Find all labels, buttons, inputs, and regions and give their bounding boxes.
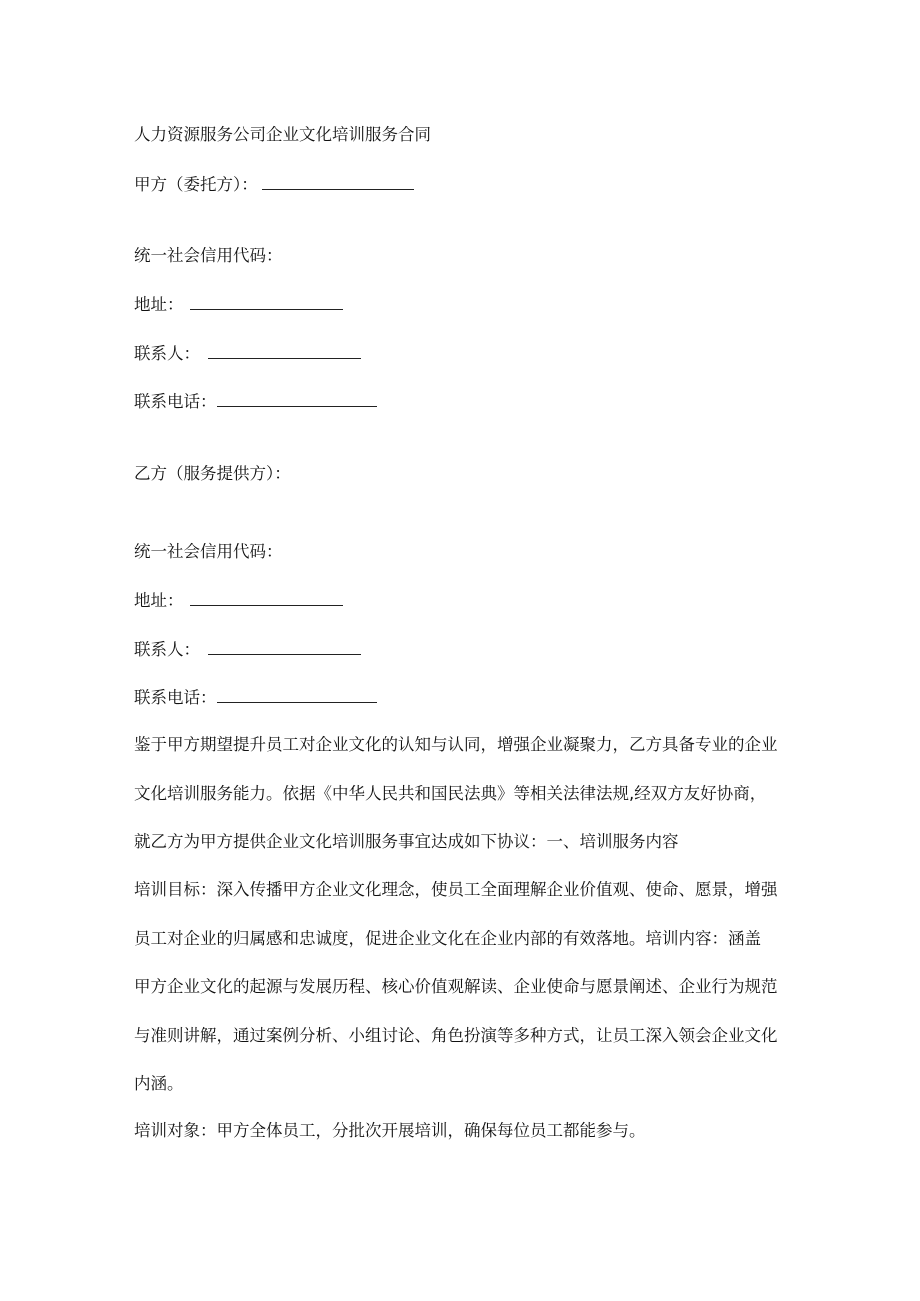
preamble-line: 就乙方为甲方提供企业文化培训服务事宜达成如下协议：一、培训服务内容 xyxy=(134,832,679,851)
party-a-phone-label: 联系电话： xyxy=(134,392,217,411)
party-b-contact-label: 联系人： xyxy=(134,640,200,659)
party-b-address-row xyxy=(134,589,343,612)
preamble-line: 鉴于甲方期望提升员工对企业文化的认知与认同，增强企业凝聚力，乙方具备专业的企业 xyxy=(134,735,778,754)
party-b-phone-blank[interactable] xyxy=(217,686,377,703)
party-b-address-blank[interactable] xyxy=(190,589,343,606)
party-b-phone-row xyxy=(134,686,377,709)
preamble-paragraph xyxy=(134,721,796,867)
training-line: 甲方企业文化的起源与发展历程、核心价值观解读、企业使命与愿景阐述、企业行为规范 xyxy=(134,977,778,996)
party-b-contact-row xyxy=(134,638,361,661)
party-a-address-row xyxy=(134,293,343,316)
training-line: 与准则讲解，通过案例分析、小组讨论、角色扮演等多种方式，让员工深入领会企业文化 xyxy=(134,1025,778,1045)
party-b-address-label: 地址： xyxy=(134,591,184,610)
party-a-address-blank[interactable] xyxy=(190,293,343,310)
party-a-phone-blank[interactable] xyxy=(217,390,377,407)
preamble-line: 文化培训服务能力。依据《中华人民共和国民法典》等相关法律法规,经双方友好协商， xyxy=(134,783,767,803)
training-target: 培训对象：甲方全体员工，分批次开展培训，确保每位员工都能参与。 xyxy=(134,1121,646,1140)
party-b-heading: 乙方（服务提供方）： xyxy=(134,464,291,483)
party-a-contact-label: 联系人： xyxy=(134,344,200,363)
party-a-row xyxy=(134,173,414,196)
training-line: 内涵。 xyxy=(134,1074,184,1093)
party-a-phone-row xyxy=(134,390,377,413)
party-b-phone-label: 联系电话： xyxy=(134,688,217,707)
party-a-credit-code-label: 统一社会信用代码： xyxy=(134,246,283,265)
party-a-contact-blank[interactable] xyxy=(208,342,361,359)
party-b-contact-blank[interactable] xyxy=(208,638,361,655)
party-a-contact-row xyxy=(134,342,361,365)
party-a-heading: 甲方（委托方）： xyxy=(134,175,258,194)
training-line: 培训目标：深入传播甲方企业文化理念，使员工全面理解企业价值观、使命、愿景，增强 xyxy=(134,880,778,899)
party-b-credit-code-label: 统一社会信用代码： xyxy=(134,542,283,561)
party-a-name-blank[interactable] xyxy=(262,173,414,190)
document-title: 人力资源服务公司企业文化培训服务合同 xyxy=(134,125,431,144)
training-line: 员工对企业的归属感和忠诚度，促进企业文化在企业内部的有效落地。培训内容：涵盖 xyxy=(134,928,761,948)
party-a-address-label: 地址： xyxy=(134,295,184,314)
training-paragraph xyxy=(134,866,796,1109)
